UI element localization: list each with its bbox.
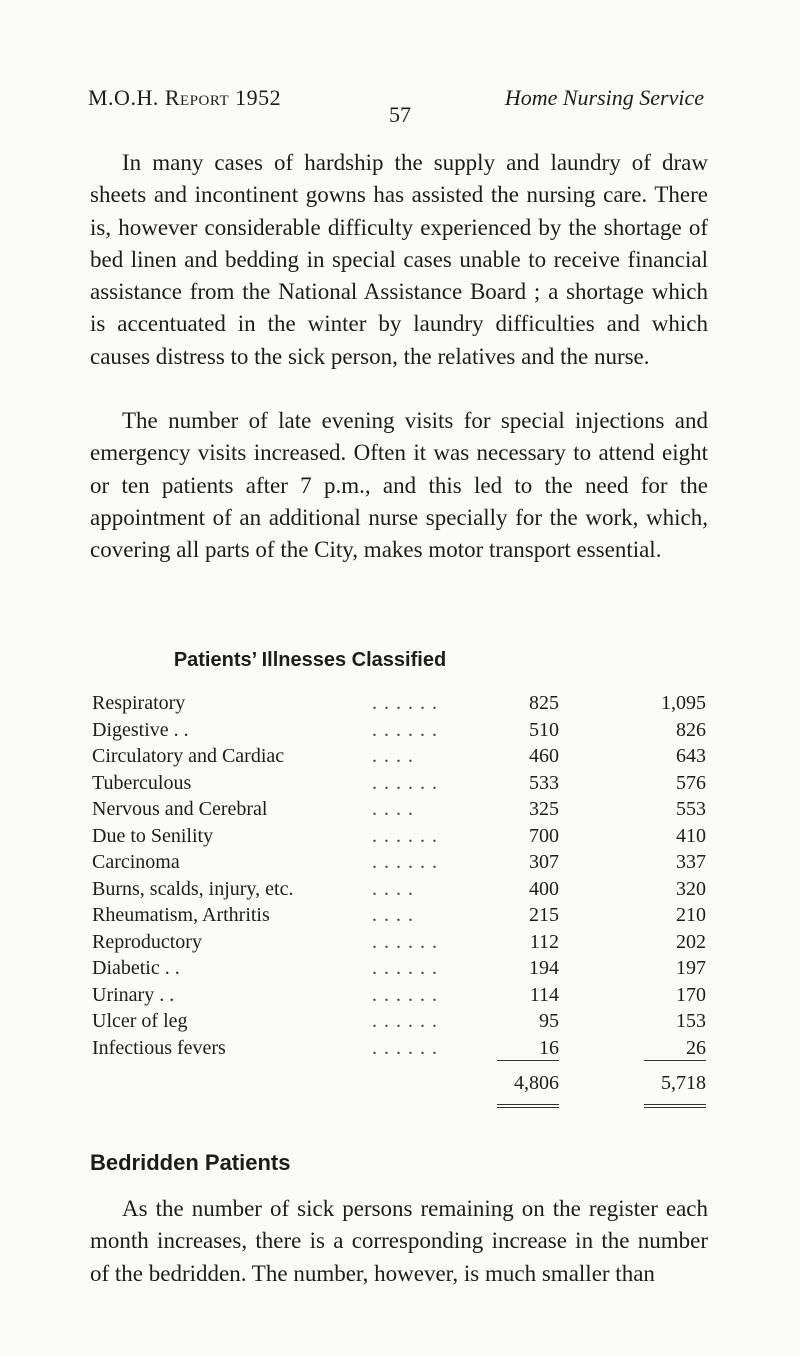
leader-dots: . . . . . . (372, 1036, 438, 1059)
row-value-1: 194 (529, 957, 559, 979)
leader-dots: . . . . (372, 798, 414, 820)
row-label: Urinary . . (92, 983, 175, 1006)
total-value-2: 5,718 (661, 1072, 706, 1094)
row-label: Respiratory (92, 692, 186, 714)
total-double-rule-1b (497, 1107, 559, 1108)
row-value-2: 26 (686, 1036, 706, 1059)
paragraph-bedridden: As the number of sick persons remaining on the register each month increases, there is a corresponding increase in the number of the bedridden. The number, however, is much smaller than (90, 1196, 708, 1286)
row-label: Infectious fevers (92, 1036, 226, 1059)
page-number: 57 (389, 102, 411, 127)
row-value-1: 510 (529, 718, 559, 741)
row-label: Nervous and Cerebral (92, 798, 268, 820)
leader-dots: . . . . . . (372, 957, 438, 979)
row-value-1: 825 (529, 692, 559, 714)
table-row (92, 772, 722, 799)
row-label: Tuberculous (92, 771, 192, 794)
row-value-1: 325 (529, 798, 559, 820)
row-label: Circulatory and Cardiac (92, 745, 285, 767)
total-double-rule-1a (497, 1104, 559, 1105)
row-label: Rheumatism, Arthritis (92, 904, 270, 926)
row-label: Diabetic . . (92, 957, 180, 979)
row-value-1: 215 (529, 904, 559, 926)
row-value-1: 307 (529, 851, 559, 873)
row-value-1: 112 (529, 930, 559, 953)
table-row (92, 745, 722, 772)
row-label: Ulcer of leg (92, 1010, 188, 1032)
leader-dots: . . . . . . (372, 824, 438, 847)
header-year: 1952 (235, 85, 282, 110)
row-label: Carcinoma (92, 851, 180, 873)
row-value-2: 410 (676, 824, 706, 847)
leader-dots: . . . . (372, 904, 414, 926)
leader-dots: . . . . . . (372, 718, 438, 741)
total-value-1: 4,806 (514, 1072, 559, 1094)
table-title: Patients’ Illnesses Classified (173, 649, 447, 671)
row-value-2: 210 (676, 904, 706, 926)
row-value-1: 95 (539, 1010, 559, 1032)
table-row (92, 719, 722, 746)
row-label: Digestive . . (92, 718, 189, 741)
table-row (92, 1010, 722, 1037)
leader-dots: . . . . . . (372, 930, 438, 953)
leader-dots: . . . . (372, 877, 414, 900)
paragraph-late-visits: The number of late evening visits for special injections and emergency visits increased. Often it was necessary to attend eight or ten patients after 7 p.m., and this led to the need for the appointment of an additional nurse specially for the work, which, covering all parts of the City, makes motor transport essential. (90, 408, 708, 563)
leader-dots: . . . . . . (372, 771, 438, 794)
row-value-1: 400 (529, 877, 559, 900)
table-row (92, 851, 722, 878)
row-value-1: 16 (539, 1036, 559, 1059)
total-double-rule-2a (644, 1104, 706, 1105)
row-label: Reproductory (92, 930, 202, 953)
leader-dots: . . . . . . (372, 851, 438, 873)
section-heading-bedridden: Bedridden Patients (90, 1150, 291, 1175)
table-row (92, 904, 722, 931)
row-label: Due to Senility (92, 824, 214, 847)
total-double-rule-2b (644, 1107, 706, 1108)
row-value-2: 337 (676, 851, 706, 873)
leader-dots: . . . . . . (372, 1010, 438, 1032)
row-value-2: 202 (676, 930, 706, 953)
row-label: Burns, scalds, injury, etc. (92, 877, 294, 900)
table-row (92, 692, 722, 719)
table-row (92, 825, 722, 852)
table-row (92, 957, 722, 984)
header-moh: M.O.H. (88, 85, 159, 110)
row-value-1: 533 (529, 771, 559, 794)
leader-dots: . . . . . . (372, 983, 438, 1006)
row-value-2: 643 (676, 745, 706, 767)
paragraph-hardship: In many cases of hardship the supply and laundry of draw sheets and incontinent gowns has assisted the nursing care. There is, however considerable difficulty experienced by the shortage of bed linen and bedding in special cases unable to receive financial assistance from the National Assistance Board ; a shortage which is accentuated in the winter by laundry difficulties and which causes distress to the sick person, the relatives and the nurse. (90, 150, 708, 369)
row-value-2: 1,095 (661, 692, 706, 714)
row-value-2: 153 (676, 1010, 706, 1032)
table-row (92, 984, 722, 1011)
row-value-2: 170 (676, 983, 706, 1006)
row-value-2: 826 (676, 718, 706, 741)
row-value-1: 700 (529, 824, 559, 847)
illness-table (92, 692, 722, 1063)
total-rule-top-1 (497, 1060, 559, 1061)
table-row (92, 878, 722, 905)
row-value-1: 460 (529, 745, 559, 767)
table-row (92, 931, 722, 958)
leader-dots: . . . . (372, 745, 414, 767)
table-row (92, 798, 722, 825)
table-totals (92, 1060, 722, 1120)
header-report-word: Report (164, 85, 230, 110)
running-header-right: Home Nursing Service (504, 85, 704, 110)
total-rule-top-2 (644, 1060, 706, 1061)
row-value-2: 197 (676, 957, 706, 979)
row-value-1: 114 (529, 983, 559, 1006)
leader-dots: . . . . . . (372, 692, 438, 714)
row-value-2: 320 (676, 877, 706, 900)
row-value-2: 553 (676, 798, 706, 820)
row-value-2: 576 (676, 771, 706, 794)
